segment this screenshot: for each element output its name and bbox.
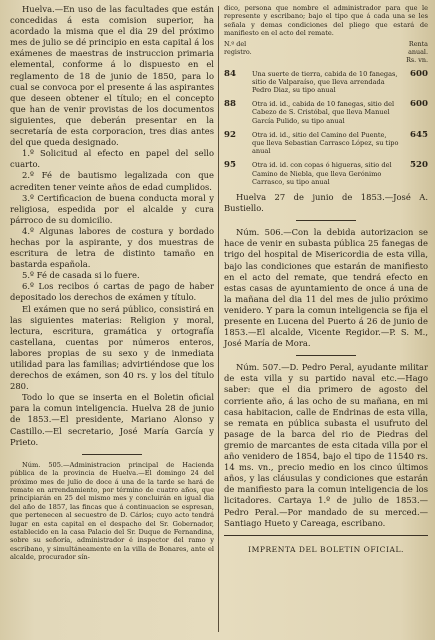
registry-rent: 520	[410, 160, 428, 171]
section-divider	[296, 355, 356, 356]
registry-row	[224, 100, 428, 125]
requirement-item: 5.º Fé de casada si lo fuere.	[22, 270, 140, 281]
right-column	[224, 4, 428, 555]
requirement-item: 1.º Solicitud al efecto en papel del sello cuarto.	[10, 148, 214, 170]
registry-description: Otra id. id., cabida de 10 fanegas, sitio del Cabezo de S. Cristóbal, que lleva Manuel García Pulido, su tipo anual	[252, 100, 395, 125]
notice-505: Núm. 505.—Administracion principal de Hacienda pública de la provincia de Huelva.—El domingo 24 del próximo mes de julio de doce á una de la tarde se hará de remate en arrendamiento, por término de cuatro años, que principiarán en 25 del mismo mes y concluirán en igual dia del año de 1857, las fincas que á continuacion se espresan, que pertenecen al secuestro de D. Cárlos; cuyo acto tendrá lugar en esta capital en el despacho del Sr. Gobernador, establecido en la casa Palacio del Sr. Duque de Fernandina, sobre su señoría, administrador é inspector del ramo y escribano, y simultáneamente en la villa de Bonares, ante el alcalde, procurador sín-	[10, 460, 214, 562]
registry-table-header	[224, 40, 428, 64]
section-divider	[296, 220, 356, 221]
registry-signoff: Huelva 27 de junio de 1853.—José A. Bustiello.	[224, 192, 428, 214]
section-divider	[82, 454, 142, 455]
registry-description: Otra id. id. con copas ó higueras, sitio del Camino de Niebla, que lleva Gerónimo Carrasco, su tipo anual	[252, 161, 392, 186]
notice-506: Núm. 506.—Con la debida autorizacion se hace de venir en subasta pública 25 fanegas de trigo del hospital de Misericordia de esta villa, bajo las condiciones que estarán de manifiesto en el acto del remate, que tendrá efecto en estas casas de ayuntamiento de once á una de la mañana del dia 11 del mes de julio próximo venidero. Y para la comun inteligencia se fija el presente en Lucena del Puerto á 26 de junio de 1853.—El alcalde, Vicente Regidor.—P. S. M., José María de Mora.	[224, 227, 428, 349]
registry-number: 95	[224, 160, 236, 171]
column-divider	[218, 6, 219, 632]
footer-rule	[224, 535, 428, 536]
registry-rent: 645	[410, 129, 428, 140]
exam-subjects-paragraph: El exámen que no será público, consistirá en las siguientes materias: Religion y moral, lectura, escritura, gramática y ortografía castellana, cuentas por números enteros, labores propias de su sexo y de inmediata utilidad para las familias; advirtiéndose que los derechos de exámen, son 40 rs. y los del título 280.	[10, 303, 214, 392]
auction-intro: dico, persona que nombre el administrador para que le represente y escribano; bajo el tipo que á cada una se les señala y demas condiciones del pliego que estará de manifiesto en el acto del remate.	[224, 4, 428, 38]
registry-row	[224, 131, 428, 156]
printer-footer: IMPRENTA DEL BOLETIN OFICIAL.	[248, 544, 404, 554]
registry-row	[224, 161, 428, 186]
registry-rent: 600	[410, 99, 428, 110]
registry-number: 84	[224, 68, 236, 79]
exam-notice-paragraph: Huelva.—En uso de las facultades que están concedidas á esta comision superior, ha acordado la misma que el dia 29 del próximo mes de julio se dé principio en esta capital á los exámenes de maestras de instruccion primaria elemental, conforme á lo dispuesto en el reglamento de 18 de junio de 1850, para lo cual se convoca por el presente á las aspirantes que deseen obtener el título; en el concepto que han de venir provistas de los documentos siguientes, que deberán presentar en la secretaría de esta corporacion, tres dias antes del que queda designado.	[10, 4, 214, 148]
left-column	[10, 4, 214, 562]
requirement-item: 2.º Fé de bautismo legalizada con que acrediten tener veinte años de edad cumplidos.	[10, 170, 214, 192]
registry-number-header: N.º del registro.	[224, 39, 252, 56]
registry-rent: 600	[410, 68, 428, 79]
registry-description: Otra id. id., sitio del Camino del Puente, que lleva Sebastian Carrasco López, su tipo anual	[252, 130, 399, 156]
registry-rent-header: Renta anual. Rs. vn.	[406, 39, 428, 64]
registry-row	[224, 70, 428, 95]
notice-507: Núm. 507.—D. Pedro Peral, ayudante militar de esta villa y su partido naval etc.—Hago saber: que el dia primero de agosto del corriente año, á las ocho de su mañana, en mi casa habitacion, calle de Endrinas de esta villa, se remata en pública subasta el usufruto del pasage de la barca del rio de Piedras del gremio de marcantes de esta citada villa por el año venidero de 1854, bajo el tipo de 11540 rs. 14 ms. vn., precio medio en los cinco últimos años, y las cláusulas y condiciones que estarán de manifiesto para la comun inteligencia de los licitadores. Cartaya 1.º de julio de 1853.—Pedro Peral.—Por mandado de su merced.—Santiago Hueto y Careaga, escribano.	[224, 362, 428, 528]
registry-number: 88	[224, 99, 236, 110]
registry-number: 92	[224, 129, 236, 140]
registry-description: Una suerte de tierra, cabida de 10 fanegas, sitio de Valparaíso, que lleva arrendada Pedro Diaz, su tipo anual	[252, 69, 398, 95]
requirement-item: 6.º Los recibos ó cartas de pago de haber depositado los derechos de exámen y título.	[10, 281, 214, 303]
requirement-item: 4.º Algunas labores de costura y bordado hechas por la aspirante, y dos muestras de escritura de letra de distinto tamaño en bastarda española.	[10, 225, 214, 270]
requirement-item: 3.º Certificacion de buena conducta moral y religiosa, espedida por el alcalde y cura párroco de su domicilio.	[10, 192, 214, 225]
exam-signoff-paragraph: Todo lo que se inserta en el Boletin oficial para la comun inteligencia. Huelva 28 de junio de 1853.—El presidente, Mariano Alonso y Castillo.—El secretario, José María García y Prieto.	[10, 392, 214, 447]
